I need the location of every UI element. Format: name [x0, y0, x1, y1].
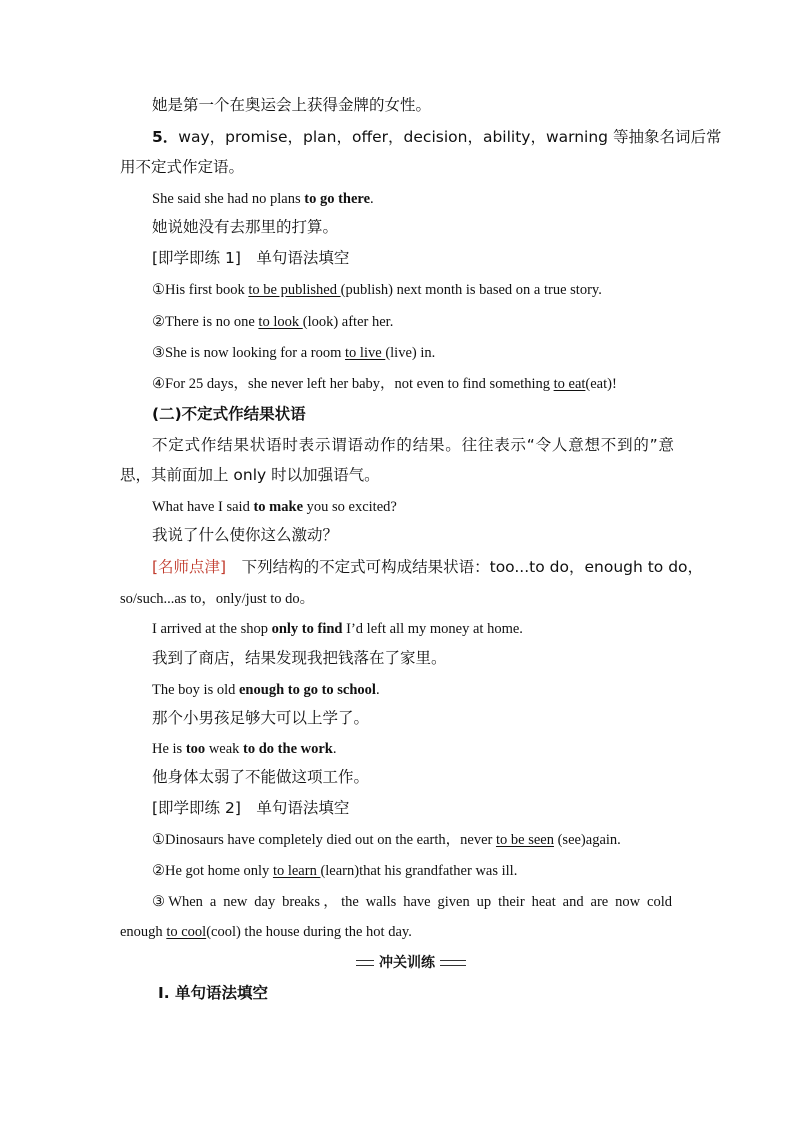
text-run: (eat)! — [585, 376, 617, 392]
text-run: . — [370, 191, 374, 207]
text-run: ①Dinosaurs have completely died out on the earth，never — [152, 832, 496, 848]
answer-blank: to cool — [166, 924, 207, 940]
question-4 — [152, 377, 617, 392]
text-run: ②He got home only — [152, 863, 273, 879]
example-sentence — [152, 683, 380, 698]
question-2 — [152, 864, 517, 879]
example-translation: 我到了商店，结果发现我把钱落在了家里。 — [152, 649, 447, 667]
section-2-paragraph-cont: 思，其前面加上 only 时以加强语气。 — [120, 466, 380, 484]
question-1 — [152, 833, 621, 848]
practice-heading-2: [即学即练 2] 单句语法填空 — [152, 799, 350, 817]
question-3: ③When a new day breaks，the walls have given up their heat and are now cold — [152, 894, 672, 910]
answer-blank: to eat — [553, 376, 586, 392]
tip-label: [名师点津] — [152, 558, 227, 576]
answer-blank: to look — [258, 314, 303, 330]
example-translation: 那个小男孩足够大可以上学了。 — [152, 709, 370, 727]
rule-5 — [152, 128, 722, 146]
sentence-chinese: 她是第一个在奥运会上获得金牌的女性。 — [152, 96, 432, 114]
tip-text: 下列结构的不定式可构成结果状语：too...to do，enough to do， — [226, 558, 704, 576]
teacher-tip — [152, 558, 704, 576]
rule-number: 5． — [152, 128, 179, 146]
example-sentence — [152, 742, 336, 757]
answer-blank: to live — [345, 345, 386, 361]
question-3-cont — [120, 925, 412, 940]
text-run: weak — [205, 741, 244, 757]
answer-blank: to be seen — [495, 832, 554, 848]
section-2-paragraph: 不定式作结果状语时表示谓语动作的结果。往往表示“令人意想不到的”意 — [152, 436, 674, 454]
example-sentence — [152, 192, 374, 207]
text-run: I’d left all my money at home. — [342, 621, 523, 637]
bold-phrase: to do the work — [243, 741, 333, 757]
answer-blank: to be published — [248, 282, 341, 298]
practice-section-banner — [356, 952, 466, 970]
example-translation: 她说她没有去那里的打算。 — [152, 218, 339, 236]
practice-heading-1: [即学即练 1] 单句语法填空 — [152, 249, 350, 267]
example-translation: 我说了什么使你这么激动？ — [152, 526, 339, 544]
text-run: She said she had no plans — [152, 191, 305, 207]
question-1 — [152, 283, 602, 298]
bold-phrase: too — [185, 741, 206, 757]
text-run: (learn)that his grandfather was ill. — [320, 863, 518, 879]
bold-phrase: enough to go to school — [239, 682, 376, 698]
text-run: (live) in. — [385, 345, 436, 361]
section-heading-2: (二)不定式作结果状语 — [152, 405, 306, 423]
text-run: (look) after her. — [302, 314, 394, 330]
text-run: . — [332, 741, 337, 757]
text-run: (publish) next month is based on a true story. — [340, 282, 602, 298]
bold-phrase: to make — [253, 499, 304, 515]
text-run: ①His first book — [152, 282, 249, 298]
bold-phrase: to go there — [304, 191, 371, 207]
text-run: enough — [120, 924, 167, 940]
teacher-tip-cont: so/such...as to，only/just to do。 — [120, 591, 315, 607]
text-run: I arrived at the shop — [152, 621, 272, 637]
text-run: ②There is no one — [152, 314, 259, 330]
example-sentence — [152, 622, 523, 637]
text-run: (see)again. — [553, 832, 621, 848]
example-translation: 他身体太弱了不能做这项工作。 — [152, 768, 370, 786]
text-run: (cool) the house during the hot day. — [206, 924, 412, 940]
rule-5-continuation: 用不定式作定语。 — [120, 158, 245, 176]
banner-title: 冲关训练 — [374, 952, 440, 972]
question-3 — [152, 346, 435, 361]
question-2 — [152, 315, 393, 330]
example-sentence — [152, 500, 397, 515]
bold-phrase: only to find — [271, 621, 343, 637]
text-run: He is — [152, 741, 186, 757]
answer-blank: to learn — [272, 863, 321, 879]
text-run: What have I said — [152, 499, 254, 515]
text-run: you so excited? — [303, 499, 397, 515]
text-run: ③She is now looking for a room — [152, 345, 346, 361]
rule-text: way，promise，plan，offer，decision，ability，warning 等抽象名词后常 — [178, 128, 722, 146]
text-run: . — [375, 682, 380, 698]
part-1-heading: Ⅰ. 单句语法填空 — [158, 984, 269, 1002]
text-run: ④For 25 days，she never left her baby，not even to find something — [152, 376, 554, 392]
text-run: The boy is old — [152, 682, 239, 698]
